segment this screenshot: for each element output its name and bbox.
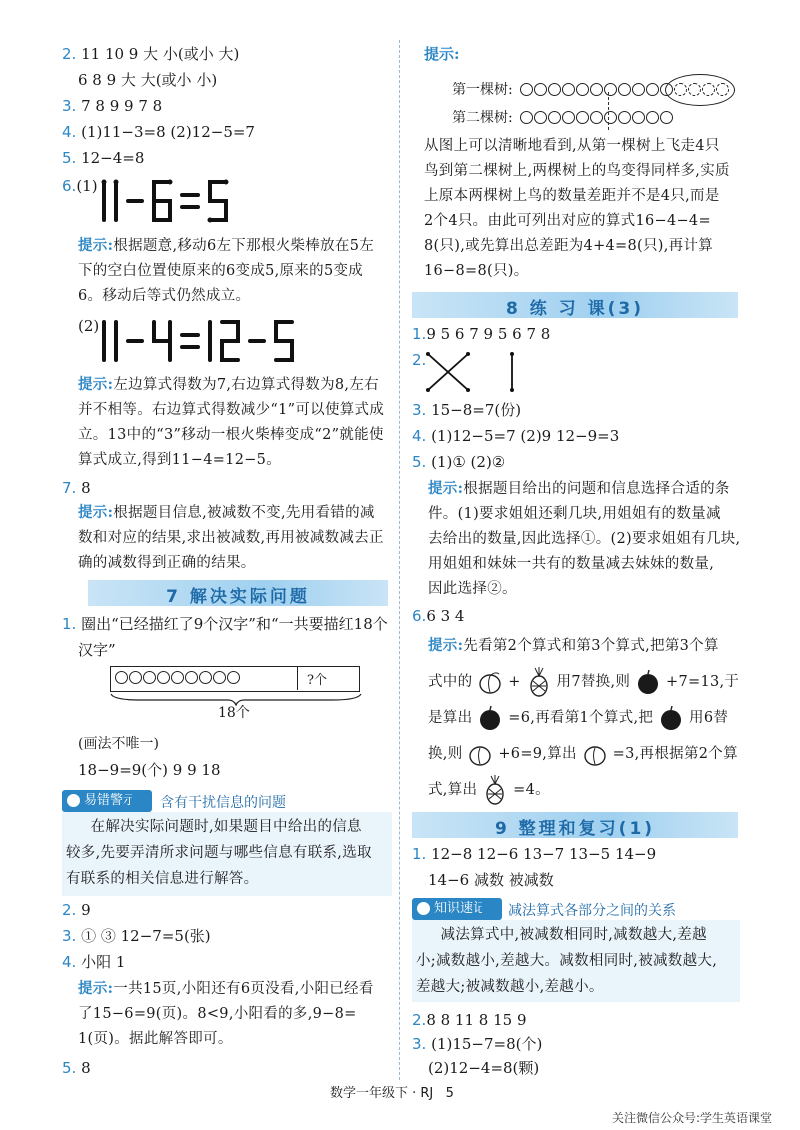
hint-top-label: 提示: [424,45,460,63]
s8q2-drawing [420,350,530,396]
s8q3: 3. 15−8=7(份) [412,401,522,419]
tree2-label: 第二棵树: [452,110,513,126]
pineapple-icon [526,667,552,697]
q2-line2: 6 8 9 大 大(或小 小) [78,71,218,89]
s7q3: 3. ① ③ 12−7=5(张) [62,927,211,945]
page-number: 5 [445,1086,454,1101]
q6-label: 6.(1) [62,177,98,195]
section9-header [412,812,738,838]
tape-diagram [110,666,360,692]
section7-title: 7 解决实际问题 [166,587,310,607]
hint5: 提示:根据题目给出的问题和信息选择合适的条 件。(1)要求姐姐还剩几块,用姐姐有的数量减 去给出的数量,因此选择①。(2)要求姐姐有几块, 用姐姐和妹妹一共有的数量减去妹妹的数量, 因此选择②。 [428,480,741,597]
hint4: 提示:一共15页,小阳还有6页没看,小阳已经看 了15−6=9(页)。8<9,小阳看的多,9−8= 1(页)。据此解答即可。 [78,980,374,1047]
tree-dashed-line [608,92,609,130]
warn-text: 在解决实际问题时,如果题目中给出的信息 较多,先要弄清所求问题与哪些信息有联系,选取 有联系的相关信息进行解答。 [66,819,372,887]
pineapple-icon-2 [482,775,508,805]
know-title: 减法算式各部分之间的关系 [508,903,676,919]
bulb-icon [67,794,80,807]
s7q4: 4. 小阳 1 [62,953,126,971]
s8q4: 4. (1)12−5=7 (2)9 12−9=3 [412,427,620,445]
tape-total-label: 18个 [218,705,250,721]
s7q2: 2. 9 [62,901,91,919]
warn-tag: 易错警示 [62,790,152,812]
section9-title: 9 整理和复习(1) [494,819,656,839]
flyaway-oval [665,74,735,106]
tape-unknown-label: ?个 [307,673,327,688]
s7q1-note: (画法不唯一) [78,736,159,752]
s7q1-line2: 汉字” [78,641,116,659]
s9q3-line2: (2)12−4=8(颗) [428,1059,540,1077]
s9q3-line1: 3. (1)15−7=8(个) [412,1035,543,1053]
matchstick-equation-1 [98,178,268,228]
q7: 7. 8 [62,479,91,497]
q3: 3. 7 8 9 9 7 8 [62,97,163,115]
apple-icon [635,669,661,695]
hint1: 提示:根据题意,移动6左下那根火柴棒放在5左 下的空白位置使原来的6变成5,原来的5变成 6。移动后等式仍然成立。 [78,237,375,304]
know-text: 减法算式中,被减数相同时,减数越大,差越 小;减数越小,差越大。减数相同时,被减数越大, 差越大;被减数越小,差越小。 [416,927,718,995]
hint6: 提示:先看第2个算式和第3个算式,把第3个算 式中的 + 用7替换,则 +7=13,于 是算出 =6,再看第1个算式,把 用6替 换,则 +6=9,算出 =3,再根据第2个算 式,算出 =4。 [428,628,739,808]
s8q5: 5. (1)① (2)② [412,453,506,471]
bulb-icon [417,902,430,915]
warn-tag-arrow [132,790,142,812]
s7q1-line1: 1. 圈出“已经描红了9个汉字”和“一共要描红18个 [62,615,388,633]
know-tag: 知识速记 [412,898,502,920]
s9q1-line2: 14−6 减数 被减数 [428,871,554,889]
circle-row [115,671,240,684]
s7q5: 5. 8 [62,1059,91,1077]
s9q2: 2.8 8 11 8 15 9 [412,1011,527,1029]
matchstick-svg-2 [98,318,348,364]
s7q1-answer: 18−9=9(个) 9 9 18 [78,761,221,779]
warn-title: 含有干扰信息的问题 [160,795,286,811]
footer-text: 数学一年级下 · RJ 5 [330,1086,454,1101]
hint2: 提示:左边算式得数为7,右边算式得数为8,左右 并不相等。右边算式得数减少“1”可以使算式成 立。13中的“3”移动一根火柴棒变成“2”就能使 算式成立,得到11−4=12−5。 [78,376,385,468]
matchstick-equation-2 [98,318,348,368]
tree2-birds [520,111,673,124]
tape-separator [297,667,298,690]
footer-credit: 关注微信公众号:学生英语课堂 [612,1111,773,1125]
s8q2-num: 2. [412,351,427,369]
section7-header [88,580,388,606]
peach-icon-2 [467,741,493,767]
q4: 4. (1)11−3=8 (2)12−5=7 [62,123,255,141]
q6-part2-label: (2) [78,317,100,335]
peach-icon [477,669,503,695]
hint-top-text: 从图上可以清晰地看到,从第一棵树上飞走4只 鸟到第二棵树上,两棵树上的鸟变得同样多,实质 上原本两棵树上鸟的数量差距并不是4只,而是 2个4只。由此可列出对应的算式16−4−4= 8(只),或先算出总差距为4+4=8(只),再计算 16−8=8(只)。 [424,138,730,279]
s9q1-line1: 1. 12−8 12−6 13−7 13−5 14−9 [412,845,657,863]
section8-title: 8 练 习 课(3) [506,299,644,319]
s8q1: 1.9 5 6 7 9 5 6 7 8 [412,325,551,343]
hint3: 提示:根据题目信息,被减数不变,先用看错的减 数和对应的结果,求出被减数,再用被减数减去正 确的减数得到正确的结果。 [78,504,384,571]
know-tag-arrow [482,898,492,920]
q5: 5. 12−4=8 [62,149,145,167]
tree1-label: 第一棵树: [452,82,513,98]
q2-line1: 2. 11 10 9 大 小(或小 大) [62,45,240,63]
peach-icon-3 [582,741,608,767]
section8-header [412,292,738,318]
apple-icon-3 [658,705,684,731]
column-divider [399,40,400,1080]
s8q6: 6.6 3 4 [412,607,465,625]
matchstick-svg-1 [98,178,268,224]
apple-icon-2 [477,705,503,731]
